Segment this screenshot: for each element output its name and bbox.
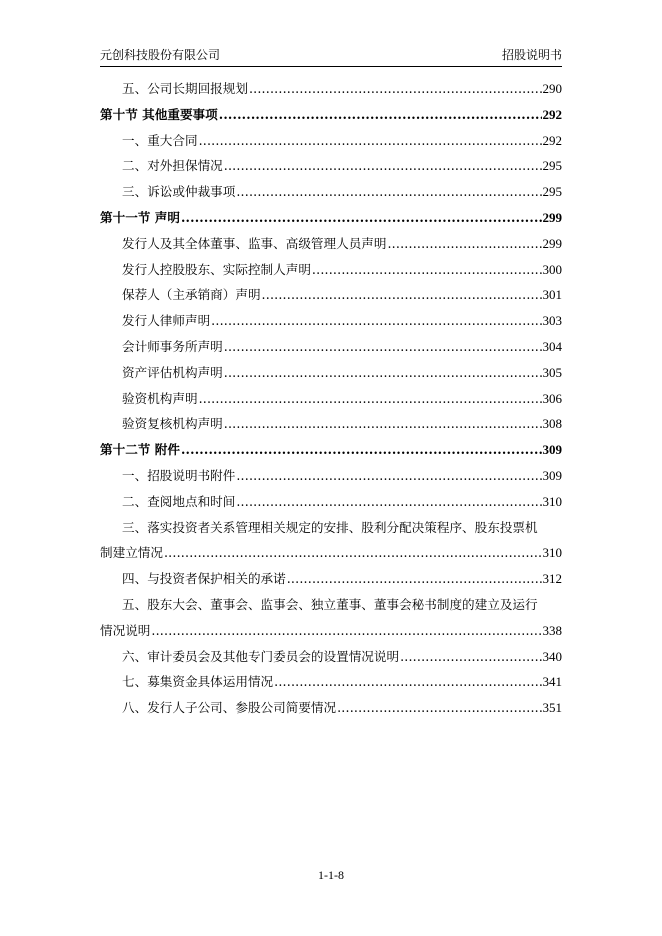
- toc-dot-leader: [387, 231, 541, 257]
- toc-dot-leader: [262, 282, 542, 308]
- toc-dot-leader: [199, 128, 542, 154]
- toc-section-heading[interactable]: [100, 437, 562, 463]
- toc-entry-title: 三、诉讼或仲裁事项: [122, 184, 236, 200]
- toc-entry-title: 一、重大合同: [122, 132, 198, 148]
- toc-page-number: 340: [542, 648, 562, 664]
- toc-section-heading[interactable]: [100, 205, 562, 231]
- toc-entry[interactable]: [100, 644, 562, 670]
- toc-entry[interactable]: [100, 179, 562, 205]
- toc-entry[interactable]: [100, 489, 562, 515]
- toc-entry[interactable]: [100, 76, 562, 102]
- toc-dot-leader: [151, 618, 541, 644]
- toc-page-number: 308: [542, 416, 562, 432]
- toc-dot-leader: [224, 153, 542, 179]
- toc-page-number: 292: [542, 132, 562, 148]
- toc-page-number: 292: [542, 106, 562, 122]
- toc-dot-leader: [199, 386, 542, 412]
- toc-page-number: 312: [542, 571, 562, 587]
- toc-entry[interactable]: [100, 618, 562, 644]
- toc-entry-title: 第十节 其他重要事项: [100, 106, 218, 122]
- toc-page-number: 299: [542, 209, 562, 225]
- toc-entry-title: 一、招股说明书附件: [122, 467, 236, 483]
- toc-dot-leader: [236, 179, 541, 205]
- toc-entry[interactable]: [100, 540, 562, 566]
- toc-page-number: 310: [542, 493, 562, 509]
- toc-page-number: 341: [542, 674, 562, 690]
- toc-entry-title: 保荐人（主承销商）声明: [122, 287, 261, 303]
- toc-dot-leader: [224, 411, 542, 437]
- toc-entry-title: 资产评估机构声明: [122, 364, 223, 380]
- toc-page-number: 338: [542, 622, 562, 638]
- toc-page-number: 295: [542, 158, 562, 174]
- toc-entry-title: 第十二节 附件: [100, 442, 180, 458]
- toc-dot-leader: [236, 489, 541, 515]
- toc-entry[interactable]: [100, 669, 562, 695]
- toc-entry-title: 制建立情况: [100, 545, 163, 561]
- toc-entry-title: 会计师事务所声明: [122, 338, 223, 354]
- toc-dot-leader: [224, 360, 542, 386]
- toc-dot-leader: [337, 695, 541, 721]
- toc-page-number: 305: [542, 364, 562, 380]
- toc-dot-leader: [287, 566, 542, 592]
- toc-dot-leader: [274, 669, 541, 695]
- toc-entry-line[interactable]: 五、股东大会、董事会、监事会、独立董事、董事会秘书制度的建立及运行: [122, 596, 538, 612]
- toc-dot-leader: [236, 463, 541, 489]
- toc-entry-title: 四、与投资者保护相关的承诺: [122, 571, 286, 587]
- toc-page-number: 301: [542, 287, 562, 303]
- toc-page-number: 303: [542, 313, 562, 329]
- toc-page-number: 299: [542, 235, 562, 251]
- toc-dot-leader: [211, 308, 541, 334]
- toc-dot-leader: [164, 540, 542, 566]
- toc-entry-title: 五、公司长期回报规划: [122, 81, 248, 96]
- toc-page-number: 351: [542, 700, 562, 716]
- toc-entry[interactable]: [100, 566, 562, 592]
- toc-entry-title: 第十一节 声明: [100, 209, 180, 225]
- toc-entry[interactable]: [100, 386, 562, 412]
- toc-entry[interactable]: [100, 334, 562, 360]
- company-name: 元创科技股份有限公司: [100, 48, 221, 62]
- toc-entry-title: 二、查阅地点和时间: [122, 493, 236, 509]
- toc-entry-line[interactable]: 三、落实投资者关系管理相关规定的安排、股利分配决策程序、股东投票机: [122, 519, 538, 535]
- toc-entry-title: 二、对外担保情况: [122, 158, 223, 174]
- toc-entry-title: 发行人控股股东、实际控制人声明: [122, 261, 311, 277]
- toc-dot-leader: [181, 205, 542, 231]
- toc-entry[interactable]: [100, 695, 562, 721]
- toc-entry-title: 发行人律师声明: [122, 313, 211, 329]
- toc-entry-title: 七、募集资金具体运用情况: [122, 674, 274, 690]
- toc-page-number: 309: [542, 467, 562, 483]
- toc-entry[interactable]: [100, 257, 562, 283]
- toc-dot-leader: [312, 257, 542, 283]
- toc-page-number: 306: [542, 390, 562, 406]
- toc-dot-leader: [219, 102, 542, 128]
- toc-entry[interactable]: [100, 308, 562, 334]
- toc-entry-title: 情况说明: [100, 622, 151, 638]
- toc-page-number: 295: [542, 184, 562, 200]
- page-number: 1-1-8: [318, 868, 344, 882]
- toc-page-number: 309: [542, 442, 562, 458]
- toc-entry[interactable]: [100, 153, 562, 179]
- toc-page-number: 300: [542, 261, 562, 277]
- toc-section-heading[interactable]: [100, 102, 562, 128]
- toc-page-number: 310: [542, 545, 562, 561]
- toc-entry-title: 验资复核机构声明: [122, 416, 223, 432]
- toc-entry[interactable]: [100, 231, 562, 257]
- page-header: [100, 46, 562, 65]
- toc-dot-leader: [224, 334, 542, 360]
- toc-entry-title: 验资机构声明: [122, 390, 198, 406]
- toc-page-number: 304: [542, 338, 562, 354]
- toc-dot-leader: [400, 644, 541, 670]
- toc-dot-leader: [181, 437, 542, 463]
- toc-entry[interactable]: [100, 411, 562, 437]
- document-title: 招股说明书: [501, 48, 562, 62]
- toc-entry-title: 发行人及其全体董事、监事、高级管理人员声明: [122, 235, 387, 251]
- toc-entry[interactable]: [100, 360, 562, 386]
- toc-entry[interactable]: [100, 463, 562, 489]
- toc-entry-title: 六、审计委员会及其他专门委员会的设置情况说明: [122, 648, 400, 664]
- toc-page-number: 290: [542, 81, 562, 96]
- toc-entry[interactable]: [100, 282, 562, 308]
- table-of-contents: [100, 76, 562, 721]
- toc-dot-leader: [249, 76, 542, 102]
- toc-entry-title: 八、发行人子公司、参股公司简要情况: [122, 700, 337, 716]
- header-divider: [100, 66, 562, 67]
- toc-entry[interactable]: [100, 128, 562, 154]
